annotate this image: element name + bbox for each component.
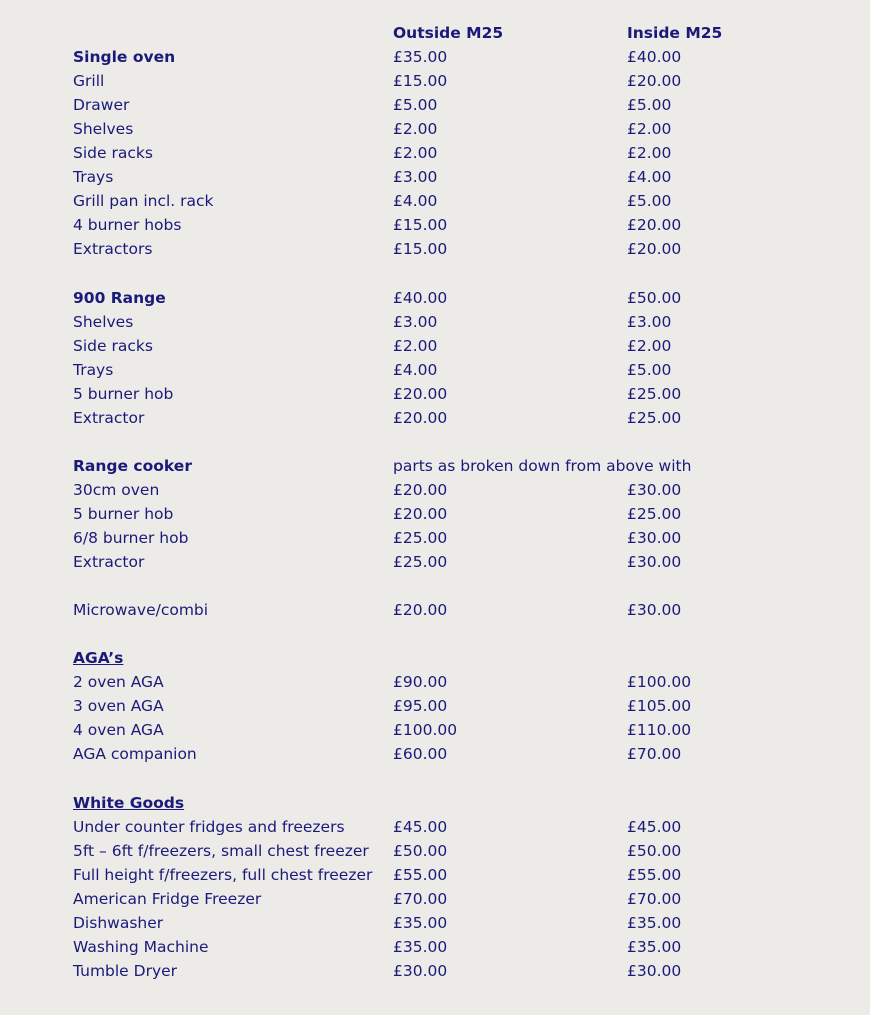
spacer (73, 574, 833, 598)
price-outside-m25: £90.00 (393, 673, 448, 692)
item-name: 6/8 burner hob (73, 528, 189, 547)
price-outside-m25: £55.00 (393, 865, 448, 884)
item-name: 5ft – 6ft f/freezers, small chest freezer (73, 841, 369, 860)
section-title: White Goods (73, 793, 185, 812)
price-inside-m25: £55.00 (627, 865, 682, 884)
price-inside-m25: £30.00 (627, 601, 682, 620)
price-outside-m25: £60.00 (393, 745, 448, 764)
price-row (73, 815, 833, 839)
price-outside-m25: £2.00 (393, 120, 438, 139)
price-outside-m25 (393, 646, 627, 670)
header-item-cell (73, 21, 393, 45)
price-row (73, 839, 833, 863)
item-name: Tumble Dryer (73, 961, 178, 980)
price-row (73, 935, 833, 959)
item-name: Side racks (73, 144, 153, 163)
price-table (73, 21, 833, 983)
price-row (73, 959, 833, 983)
price-inside-m25 (627, 646, 833, 670)
price-row (73, 117, 833, 141)
section-title-row (73, 454, 833, 478)
price-row (73, 742, 833, 766)
section-title-row (73, 45, 833, 69)
price-outside-m25: £70.00 (393, 889, 448, 908)
price-outside-m25: £30.00 (393, 961, 448, 980)
price-row (73, 165, 833, 189)
price-inside-m25: £5.00 (627, 360, 672, 379)
header-row (73, 21, 833, 45)
price-inside-m25: £105.00 (627, 697, 692, 716)
price-inside-m25 (627, 791, 833, 815)
spacer (73, 766, 833, 790)
item-name: Extractor (73, 553, 145, 572)
price-inside-m25: £2.00 (627, 144, 672, 163)
price-row (73, 310, 833, 334)
price-inside-m25: £50.00 (627, 288, 682, 307)
price-row (73, 718, 833, 742)
price-outside-m25: £100.00 (393, 721, 458, 740)
spacer (73, 430, 833, 454)
item-name: 2 oven AGA (73, 673, 164, 692)
price-row (73, 141, 833, 165)
section-title: 900 Range (73, 288, 166, 307)
price-row (73, 478, 833, 502)
price-outside-m25: £20.00 (393, 601, 448, 620)
price-outside-m25: £45.00 (393, 817, 448, 836)
price-outside-m25: £50.00 (393, 841, 448, 860)
item-name: 30cm oven (73, 480, 160, 499)
item-name: Extractor (73, 408, 145, 427)
item-name: Grill pan incl. rack (73, 192, 214, 211)
price-outside-m25: £35.00 (393, 913, 448, 932)
price-row (73, 694, 833, 718)
price-row (73, 406, 833, 430)
price-inside-m25: £110.00 (627, 721, 692, 740)
item-name: Shelves (73, 120, 134, 139)
price-inside-m25: £50.00 (627, 841, 682, 860)
item-name: 5 burner hob (73, 504, 174, 523)
price-inside-m25: £70.00 (627, 889, 682, 908)
price-outside-m25 (393, 791, 627, 815)
price-outside-m25: £20.00 (393, 480, 448, 499)
spacer (73, 622, 833, 646)
price-outside-m25: £25.00 (393, 553, 448, 572)
item-name: AGA companion (73, 745, 197, 764)
item-name: Drawer (73, 96, 130, 115)
price-inside-m25: £45.00 (627, 817, 682, 836)
item-name: Side racks (73, 336, 153, 355)
section-title-row (73, 598, 833, 622)
price-row (73, 911, 833, 935)
price-inside-m25: £20.00 (627, 216, 682, 235)
price-outside-m25: £3.00 (393, 168, 438, 187)
section-title-row (73, 791, 833, 815)
price-outside-m25: £35.00 (393, 48, 448, 67)
price-outside-m25: £2.00 (393, 336, 438, 355)
item-name: Trays (73, 168, 114, 187)
section-title: Range cooker (73, 456, 192, 475)
price-outside-m25: £15.00 (393, 72, 448, 91)
price-row (73, 382, 833, 406)
item-name: Grill (73, 72, 105, 91)
price-outside-m25: £25.00 (393, 528, 448, 547)
item-name: 4 oven AGA (73, 721, 164, 740)
price-outside-m25: £15.00 (393, 240, 448, 259)
price-outside-m25: £4.00 (393, 360, 438, 379)
price-outside-m25: £95.00 (393, 697, 448, 716)
section-title-row (73, 646, 833, 670)
item-name: Dishwasher (73, 913, 164, 932)
price-row (73, 334, 833, 358)
item-name: Trays (73, 360, 114, 379)
item-name: 5 burner hob (73, 384, 174, 403)
price-outside-m25: £20.00 (393, 504, 448, 523)
section-title: Microwave/combi (73, 601, 209, 620)
item-name: Under counter fridges and freezers (73, 817, 345, 836)
price-row (73, 526, 833, 550)
section-title: AGA’s (73, 649, 124, 668)
header-inside-m25: Inside M25 (627, 24, 723, 42)
price-inside-m25: £3.00 (627, 312, 672, 331)
price-row (73, 93, 833, 117)
price-inside-m25: £5.00 (627, 96, 672, 115)
price-inside-m25: £25.00 (627, 504, 682, 523)
section-note: parts as broken down from above with (393, 456, 692, 475)
item-name: Full height f/freezers, full chest freezer (73, 865, 373, 884)
price-inside-m25: £40.00 (627, 48, 682, 67)
price-inside-m25: £70.00 (627, 745, 682, 764)
header-outside-m25: Outside M25 (393, 24, 504, 42)
price-row (73, 237, 833, 261)
price-outside-m25: £4.00 (393, 192, 438, 211)
price-inside-m25: £2.00 (627, 336, 672, 355)
price-inside-m25: £100.00 (627, 673, 692, 692)
item-name: 3 oven AGA (73, 697, 164, 716)
price-outside-m25: £15.00 (393, 216, 448, 235)
price-inside-m25: £25.00 (627, 384, 682, 403)
price-outside-m25: £35.00 (393, 937, 448, 956)
item-name: Washing Machine (73, 937, 209, 956)
item-name: Shelves (73, 312, 134, 331)
section-title: Single oven (73, 48, 176, 67)
price-outside-m25: £20.00 (393, 408, 448, 427)
spacer (73, 261, 833, 285)
price-row (73, 550, 833, 574)
price-inside-m25: £25.00 (627, 408, 682, 427)
price-inside-m25: £30.00 (627, 961, 682, 980)
price-inside-m25: £35.00 (627, 937, 682, 956)
item-name: 4 burner hobs (73, 216, 182, 235)
price-inside-m25: £20.00 (627, 72, 682, 91)
price-outside-m25: £20.00 (393, 384, 448, 403)
price-row (73, 670, 833, 694)
price-row (73, 69, 833, 93)
price-outside-m25: £3.00 (393, 312, 438, 331)
price-inside-m25: £20.00 (627, 240, 682, 259)
price-inside-m25: £30.00 (627, 553, 682, 572)
price-inside-m25: £30.00 (627, 480, 682, 499)
price-inside-m25: £30.00 (627, 528, 682, 547)
price-inside-m25: £4.00 (627, 168, 672, 187)
item-name: Extractors (73, 240, 153, 259)
price-row (73, 189, 833, 213)
price-row (73, 358, 833, 382)
item-name: American Fridge Freezer (73, 889, 262, 908)
price-outside-m25: £40.00 (393, 288, 448, 307)
price-row (73, 213, 833, 237)
price-inside-m25: £2.00 (627, 120, 672, 139)
price-inside-m25: £5.00 (627, 192, 672, 211)
section-title-row (73, 286, 833, 310)
price-row (73, 887, 833, 911)
price-row (73, 502, 833, 526)
price-inside-m25: £35.00 (627, 913, 682, 932)
price-outside-m25: £2.00 (393, 144, 438, 163)
price-row (73, 863, 833, 887)
price-sections (73, 45, 833, 983)
price-outside-m25: £5.00 (393, 96, 438, 115)
